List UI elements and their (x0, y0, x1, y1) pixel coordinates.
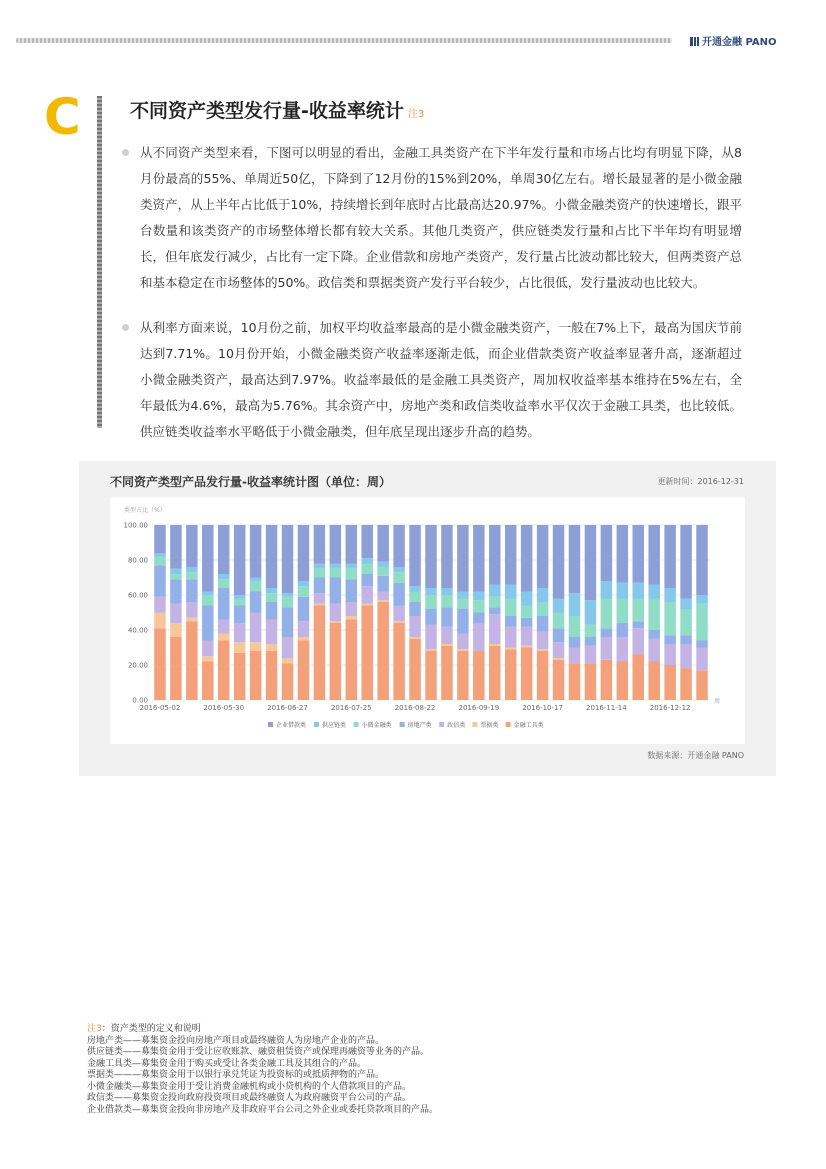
bar-segment (585, 525, 596, 600)
bar-segment (505, 649, 516, 700)
bar-segment (553, 525, 564, 599)
bar-segment (441, 646, 452, 700)
bar-segment (202, 595, 213, 606)
bar-segment (234, 595, 245, 599)
bar-segment (505, 585, 516, 599)
bar-segment (298, 641, 309, 701)
section-letter: C (44, 88, 81, 146)
stacked-bar-chart (110, 497, 745, 744)
bar-segment (633, 655, 644, 701)
bar-segment (234, 599, 245, 606)
bar-segment (202, 606, 213, 641)
bar-segment (202, 525, 213, 592)
bar-segment (617, 583, 628, 599)
bar-segment (585, 625, 596, 637)
bar-segment (601, 637, 612, 660)
bar-segment (441, 525, 452, 588)
legend-label: 企业借款类 (276, 722, 307, 729)
bar-segment (553, 628, 564, 642)
bar-segment (314, 578, 325, 594)
bar-segment (585, 600, 596, 625)
bar-segment (154, 525, 165, 553)
footnote-heading (87, 1024, 438, 1036)
bar-segment (202, 662, 213, 701)
bar-segment (441, 595, 452, 607)
bar-segment (330, 578, 341, 604)
bar-segment (346, 564, 357, 569)
footnote-item: 政信类——募集资金投向政府投资项目或最终融资人为政府融资平台公司的产品。 (87, 1093, 412, 1103)
bar-segment (569, 616, 580, 637)
bar-segment (314, 525, 325, 564)
bar-segment (282, 607, 293, 637)
bar-segment (266, 525, 277, 588)
bar-segment (186, 525, 197, 567)
bar-segment (330, 604, 341, 622)
bar-segment (409, 616, 420, 637)
y-tick-label: 40.00 (127, 626, 148, 635)
bar-segment (441, 644, 452, 646)
bar-segment (202, 641, 213, 657)
section-note-ref: 注3 (407, 109, 425, 120)
bullet-icon (122, 149, 129, 156)
bar-segment (664, 665, 675, 700)
bar-segment (330, 525, 341, 564)
y-tick-label: 20.00 (127, 661, 148, 670)
footnote-item: 票据类———募集资金用于以银行承兑凭证为投资标的或抵质押物的产品。 (87, 1070, 385, 1080)
y-tick-label: 0.00 (132, 696, 148, 705)
legend-swatch (472, 722, 477, 727)
logo-text: 开通金融 PANO (702, 37, 777, 48)
bar-segment (505, 525, 516, 585)
bar-segment (266, 620, 277, 645)
bar-segment (393, 623, 404, 700)
bar-segment (361, 586, 372, 604)
bar-segment (154, 613, 165, 629)
bar-segment (696, 604, 707, 641)
bar-segment (489, 644, 500, 646)
bar-segment (186, 618, 197, 622)
bar-segment (186, 621, 197, 700)
bar-segment (696, 525, 707, 595)
bar-segment (617, 662, 628, 701)
bar-segment (250, 525, 261, 578)
legend-swatch (400, 722, 405, 727)
bar-segment (361, 564, 372, 575)
bar-segment (298, 525, 309, 581)
bar-segment (457, 599, 468, 610)
bar-segment (393, 572, 404, 583)
bar-segment (377, 600, 388, 602)
bar-segment (601, 628, 612, 637)
bar-segment (330, 564, 341, 569)
bar-segment (314, 569, 325, 578)
bar-segment (377, 576, 388, 592)
legend-label: 小微金融类 (361, 722, 392, 729)
bar-segment (425, 525, 436, 588)
bar-segment (648, 639, 659, 662)
bar-segment (154, 565, 165, 597)
bar-segment (521, 525, 532, 592)
bar-segment (170, 604, 181, 623)
bar-segment (473, 613, 484, 624)
bar-segment (409, 602, 420, 616)
bar-segment (186, 579, 197, 602)
bar-segment (489, 614, 500, 644)
bar-segment (298, 586, 309, 597)
footnote-item: 小微金融类—募集资金用于受让消费金融机构或小贷机构的个人借款项目的产品。 (87, 1081, 412, 1092)
bar-segment (170, 623, 181, 637)
bar-segment (361, 525, 372, 558)
bar-segment (648, 662, 659, 701)
bullet-icon (122, 324, 129, 331)
bar-segment (505, 627, 516, 648)
bar-segment (664, 588, 675, 602)
bar-segment (266, 651, 277, 700)
bar-segment (633, 599, 644, 622)
bar-segment (393, 606, 404, 622)
bar-segment (680, 635, 691, 644)
bar-segment (425, 609, 436, 625)
bar-segment (346, 620, 357, 701)
bar-segment (170, 579, 181, 604)
footnote-item: 房地产类——募集资金投向房地产项目或最终融资人为房地产企业的产品。 (87, 1035, 385, 1046)
bar-segment (553, 642, 564, 658)
bar-segment (377, 602, 388, 700)
bar-segment (569, 663, 580, 700)
bar-segment (553, 599, 564, 613)
bar-segment (218, 641, 229, 701)
bar-segment (696, 670, 707, 700)
x-axis-label: 周 (714, 698, 721, 705)
bar-segment (346, 602, 357, 616)
bar-segment (489, 525, 500, 585)
chart-updated-time: 更新时间：2016-12-31 (657, 477, 744, 486)
bar-segment (617, 525, 628, 583)
bar-segment (537, 588, 548, 602)
bar-segment (361, 574, 372, 586)
bar-segment (409, 525, 420, 586)
bar-segment (489, 597, 500, 608)
bar-segment (314, 593, 325, 604)
section-title-text: 不同资产类型发行量-收益率统计 (130, 100, 404, 122)
bar-segment (266, 602, 277, 620)
bar-segment (425, 595, 436, 609)
bar-segment (361, 604, 372, 606)
bar-segment (186, 572, 197, 579)
bar-segment (234, 606, 245, 624)
logo-mark-icon (690, 37, 699, 46)
bar-segment (633, 583, 644, 599)
bar-segment (186, 602, 197, 618)
legend-label: 政信类 (447, 722, 466, 729)
bar-segment (457, 651, 468, 700)
bar-segment (553, 613, 564, 629)
x-tick-label: 2016-05-30 (203, 704, 245, 712)
bar-segment (218, 574, 229, 579)
bar-segment (266, 588, 277, 593)
bar-segment (154, 597, 165, 613)
bar-segment (298, 621, 309, 637)
bar-segment (648, 630, 659, 639)
bar-segment (441, 588, 452, 595)
legend-swatch (506, 722, 511, 727)
bar-segment (314, 604, 325, 606)
bar-segment (282, 658, 293, 663)
legend-swatch (268, 722, 273, 727)
bar-segment (218, 588, 229, 620)
bar-segment (664, 635, 675, 644)
section-title (130, 96, 424, 123)
bar-segment (489, 607, 500, 614)
bar-segment (664, 602, 675, 635)
bar-segment (409, 592, 420, 603)
bar-segment (680, 609, 691, 635)
bar-segment (696, 595, 707, 604)
bar-segment (601, 660, 612, 700)
paragraph-yield: 从利率方面来说，10月份之前，加权平均收益率最高的是小微金融类资产，一般在7%上下，最高为国庆节前达到7.71%。10月份开始，小微金融类资产收益率逐渐走低，而企业借款类资产收益率显著升高，逐渐超过小微金融类资产，最高达到7.97%。收益率最低的是金融工具类资产，周加权收益率基本维持在5%左右，全年最低为4.6%，最高为5.76%。其余资产中，房地产类和政信类收益率水平仅次于金融工具类，也比较低。供应链类收益率水平略低于小微金融类，但年底呈现出逐步升高的趋势。 (140, 320, 742, 439)
bar-segment (186, 567, 197, 572)
bar-segment (170, 637, 181, 700)
bar-segment (346, 569, 357, 580)
bar-segment (266, 644, 277, 651)
bar-segment (314, 564, 325, 569)
bar-segment (617, 599, 628, 624)
x-tick-label: 2016-06-27 (267, 704, 308, 712)
bar-segment (170, 574, 181, 579)
brand-logo (690, 33, 777, 48)
bar-segment (409, 586, 420, 591)
bar-segment (537, 651, 548, 700)
bar-segment (633, 621, 644, 628)
bar-segment (377, 562, 388, 567)
bar-segment (250, 651, 261, 700)
bar-segment (473, 525, 484, 592)
bar-segment (521, 627, 532, 646)
bar-segment (250, 581, 261, 592)
bar-segment (489, 585, 500, 597)
y-axis-label: 类型占比（%） (124, 507, 166, 514)
bar-segment (664, 525, 675, 588)
bar-segment (298, 581, 309, 586)
bar-segment (377, 567, 388, 576)
bar-segment (648, 585, 659, 599)
bar-segment (505, 616, 516, 627)
bar-segment (521, 592, 532, 606)
bar-segment (537, 525, 548, 588)
bar-segment (234, 642, 245, 653)
x-tick-label: 2016-07-25 (330, 704, 372, 712)
bar-segment (377, 592, 388, 601)
bar-segment (282, 637, 293, 658)
bar-segment (648, 599, 659, 631)
y-tick-label: 60.00 (127, 591, 148, 600)
legend-swatch (314, 722, 319, 727)
bar-segment (489, 646, 500, 700)
bar-segment (393, 567, 404, 572)
footnote-heading-text: ：资产类型的定义和说明 (101, 1024, 201, 1034)
bar-segment (601, 525, 612, 581)
chart-area (110, 497, 745, 744)
bar-segment (473, 651, 484, 700)
footnote-item: 金融工具类—募集资金用于购买或受让各类金融工具及其组合的产品。 (87, 1058, 367, 1069)
bar-segment (537, 632, 548, 650)
bar-segment (569, 648, 580, 664)
bar-segment (330, 569, 341, 578)
footnote-label: 注3 (87, 1024, 102, 1034)
bar-segment (425, 625, 436, 650)
bar-segment (617, 637, 628, 662)
bar-segment (585, 663, 596, 700)
bar-segment (553, 660, 564, 700)
bar-segment (202, 656, 213, 661)
bar-segment (521, 646, 532, 648)
bar-segment (585, 646, 596, 664)
bar-segment (314, 606, 325, 701)
footnote-item: 企业借款类—募集资金投向非房地产及非政府平台公司之外企业或委托贷款项目的产品。 (87, 1104, 439, 1115)
bar-segment (393, 583, 404, 606)
bar-segment (680, 599, 691, 610)
bar-segment (330, 623, 341, 700)
bar-segment (346, 579, 357, 602)
x-tick-label: 2016-12-12 (649, 704, 691, 712)
bar-segment (601, 599, 612, 629)
bar-segment (266, 593, 277, 602)
bar-segment (218, 620, 229, 634)
bar-segment (282, 597, 293, 608)
bar-segment (537, 602, 548, 616)
bar-segment (170, 525, 181, 569)
legend-label: 房地产类 (407, 722, 432, 729)
bar-segment (234, 623, 245, 642)
bar-segment (537, 649, 548, 651)
bar-segment (569, 637, 580, 648)
bar-segment (425, 649, 436, 651)
bar-segment (457, 525, 468, 592)
bar-segment (425, 588, 436, 595)
header-rule (16, 38, 672, 43)
bar-segment (154, 628, 165, 700)
bar-segment (648, 525, 659, 585)
bar-segment (218, 634, 229, 641)
legend-label: 供应链类 (322, 722, 347, 729)
bar-segment (664, 644, 675, 665)
bar-segment (154, 557, 165, 566)
bar-segment (680, 669, 691, 701)
footnotes (87, 1024, 438, 1116)
bar-segment (537, 616, 548, 632)
bar-segment (521, 606, 532, 618)
bar-segment (553, 658, 564, 660)
bar-segment (473, 592, 484, 601)
bar-segment (346, 525, 357, 564)
bar-segment (218, 579, 229, 588)
bar-segment (154, 553, 165, 557)
x-tick-label: 2016-10-17 (522, 704, 563, 712)
bar-segment (377, 525, 388, 562)
bar-segment (234, 653, 245, 700)
y-tick-label: 100.00 (123, 521, 148, 530)
bar-segment (361, 558, 372, 563)
bar-segment (282, 525, 293, 593)
legend-label: 票据类 (480, 722, 499, 729)
bar-segment (250, 613, 261, 643)
x-tick-label: 2016-11-14 (586, 704, 627, 712)
section-divider-bar (97, 96, 102, 428)
bar-segment (250, 578, 261, 582)
bar-segment (282, 593, 293, 597)
footnote-item: 供应链类——募集资金用于受让应收账款、融资租赁资产或保理再融资等业务的产品。 (87, 1047, 430, 1057)
bar-segment (585, 637, 596, 646)
bar-segment (505, 599, 516, 617)
bar-segment (521, 618, 532, 627)
bar-segment (457, 592, 468, 599)
bar-segment (457, 634, 468, 650)
x-tick-label: 2016-05-02 (139, 704, 181, 712)
bar-segment (473, 623, 484, 651)
bar-segment (393, 621, 404, 623)
bar-segment (170, 569, 181, 574)
bar-segment (441, 627, 452, 645)
bar-segment (441, 607, 452, 626)
legend-swatch (354, 722, 359, 727)
bar-segment (617, 623, 628, 637)
bar-segment (696, 648, 707, 671)
bar-segment (521, 648, 532, 701)
legend-label: 金融工具类 (513, 722, 544, 729)
bar-segment (298, 637, 309, 641)
paragraph-issuance: 从不同资产类型来看，下图可以明显的看出，金融工具类资产在下半年发行量和市场占比均有明显下降，从8月份最高的55%、单周近50亿，下降到了12月份的15%到20%，单周30亿左右。增长最显著的是小微金融类资产，从上半年占比低于10%，持续增长到年底时占比最高达20.97%。小微金融类资产的快速增长，跟平台数量和该类资产的市场整体增长都有较大关系。其他几类资产，供应链类发行量和占比下半年均有明显增长，但年底发行减少，占比有一定下降。企业借款和房地产类资产，发行量占比波动都比较大，但两类资产总和基本稳定在市场整体的50%。政信类和票据类资产发行平台较少，占比很低，发行量波动也比较大。 (140, 145, 742, 290)
chart-source: 数据来源：开通金融 PANO (647, 751, 744, 760)
bar-segment (409, 639, 420, 700)
bar-segment (457, 609, 468, 634)
bar-segment (680, 525, 691, 599)
bar-segment (569, 593, 580, 616)
bar-segment (234, 525, 245, 595)
bar-segment (696, 641, 707, 648)
bar-segment (569, 525, 580, 593)
y-tick-label: 80.00 (127, 556, 148, 565)
bar-segment (346, 616, 357, 620)
bar-segment (202, 592, 213, 596)
bar-segment (393, 525, 404, 567)
x-tick-label: 2016-09-19 (458, 704, 500, 712)
bar-segment (250, 592, 261, 613)
bar-segment (601, 581, 612, 599)
bar-segment (505, 648, 516, 650)
bar-segment (473, 600, 484, 612)
bar-segment (282, 663, 293, 700)
bar-segment (633, 525, 644, 583)
bar-segment (425, 651, 436, 700)
bar-segment (409, 637, 420, 639)
chart-title: 不同资产类型产品发行量-收益率统计图（单位：周） (110, 475, 391, 489)
bar-segment (250, 642, 261, 651)
bar-segment (218, 525, 229, 574)
bar-segment (361, 606, 372, 701)
bar-segment (457, 649, 468, 651)
bar-segment (633, 628, 644, 654)
legend-swatch (439, 722, 444, 727)
bar-segment (298, 597, 309, 622)
bar-segment (680, 644, 691, 669)
bar-segment (330, 621, 341, 623)
x-tick-label: 2016-08-22 (394, 704, 436, 712)
